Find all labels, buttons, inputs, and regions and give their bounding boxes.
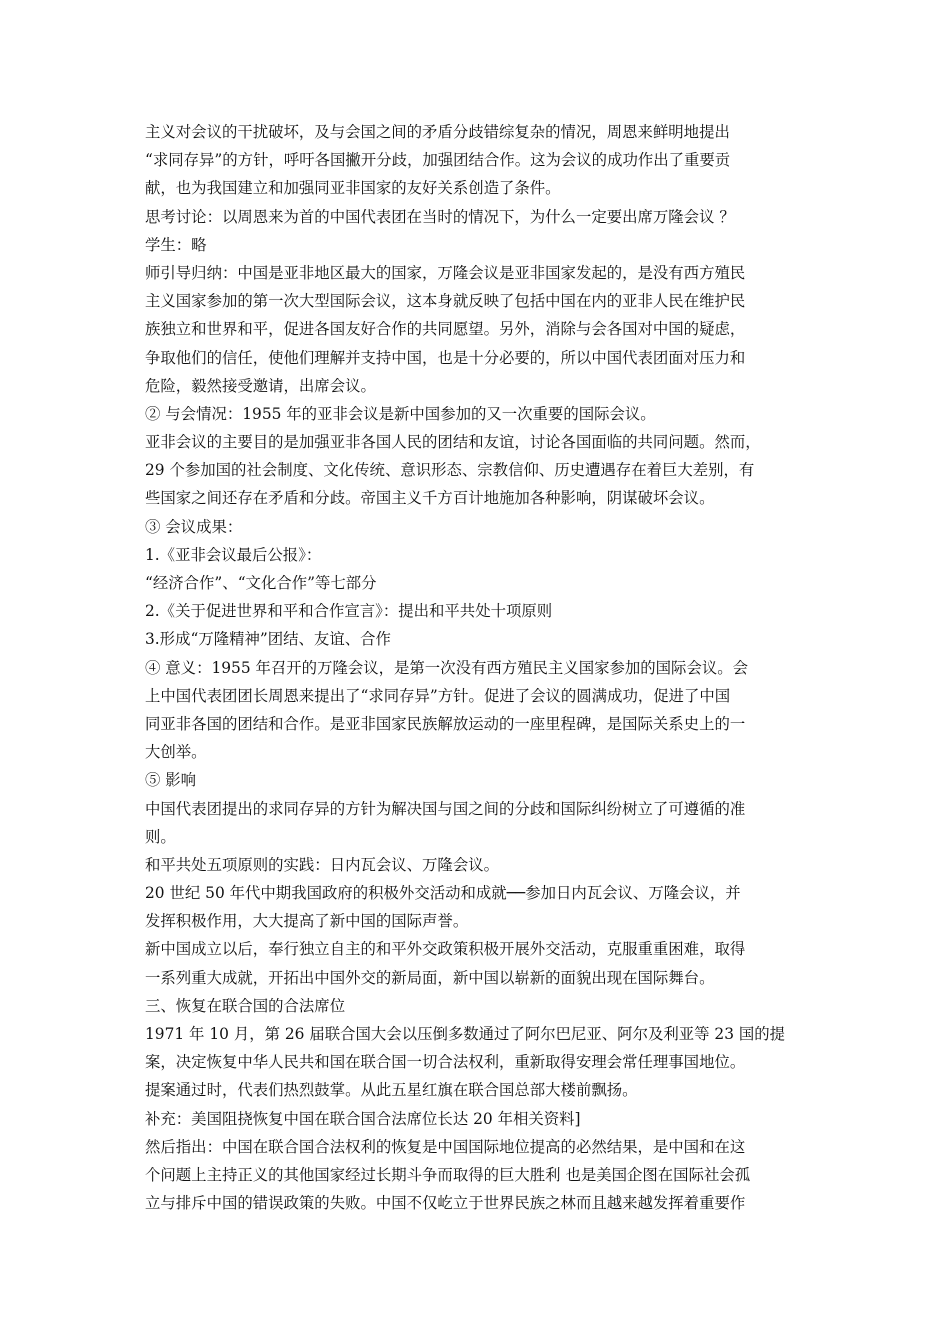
- text-line: 1.《亚非会议最后公报》：: [145, 545, 322, 564]
- text-line: 主义国家参加的第一次大型国际会议，这本身就反映了包括中国在内的亚非人民在维护民: [145, 292, 746, 311]
- text-line: ④ 意义：1955 年召开的万隆会议，是第一次没有西方殖民主义国家参加的国际会议。会: [145, 658, 749, 677]
- text-line: “求同存异”的方针，呼吁各国撇开分歧，加强团结合作。这为会议的成功作出了重要贡: [145, 151, 731, 170]
- text-line: 2.《关于促进世界和平和合作宣言》：提出和平共处十项原则: [145, 602, 553, 621]
- text-line: “经济合作”、“文化合作”等七部分: [145, 574, 377, 592]
- text-line: 主义对会议的干扰破坏，及与会国之间的矛盾分歧错综复杂的情况，周恩来鲜明地提出: [145, 123, 730, 141]
- text-line: 一系列重大成就，开拓出中国外交的新局面，新中国以崭新的面貌出现在国际舞台。: [145, 968, 715, 987]
- text-line: 发挥积极作用，大大提高了新中国的国际声誉。: [145, 912, 469, 931]
- text-line: 上中国代表团团长周恩来提出了“求同存异”方针。促进了会议的圆满成功，促进了中国: [145, 686, 731, 705]
- text-line: 1971 年 10 月，第 26 届联合国大会以压倒多数通过了阿尔巴尼亚、阿尔及利亚等 23 国的提: [145, 1025, 786, 1043]
- text-line: 案，决定恢复中华人民共和国在联合国一切合法权利，重新取得安理会常任理事国地位。: [145, 1053, 746, 1072]
- text-line: ② 与会情况：1955 年的亚非会议是新中国参加的又一次重要的国际会议。: [145, 404, 656, 423]
- text-line: 补充：美国阻挠恢复中国在联合国合法席位长达 20 年相关资料]: [145, 1109, 581, 1128]
- text-line: 献，也为我国建立和加强同亚非国家的友好关系创造了条件。: [145, 179, 561, 198]
- text-line: 族独立和世界和平，促进各国友好合作的共同愿望。另外，消除与会各国对中国的疑虑，: [145, 320, 746, 339]
- text-line: 同亚非各国的团结和合作。是亚非国家民族解放运动的一座里程碑，是国际关系史上的一: [145, 714, 746, 733]
- text-line: 新中国成立以后，奉行独立自主的和平外交政策积极开展外交活动，克服重重困难，取得: [145, 940, 746, 959]
- text-line: 立与排斥中国的错误政策的失败。中国不仅屹立于世界民族之林而且越来越发挥着重要作: [145, 1194, 746, 1213]
- text-line: 三、恢复在联合国的合法席位: [145, 996, 346, 1015]
- text-line: 提案通过时，代表们热烈鼓掌。从此五星红旗在联合国总部大楼前飘扬。: [145, 1081, 638, 1100]
- text-line: 29 个参加国的社会制度、文化传统、意识形态、宗教信仰、历史遭遇存在着巨大差别，有: [145, 461, 755, 480]
- text-line: 争取他们的信任，使他们理解并支持中国，也是十分必要的，所以中国代表团面对压力和: [145, 348, 746, 367]
- text-line: ③ 会议成果：: [145, 517, 243, 536]
- text-line: ⑤ 影响: [145, 771, 197, 790]
- text-line: 思考讨论：以周恩来为首的中国代表团在当时的情况下，为什么一定要出席万隆会议 ？: [145, 207, 735, 226]
- text-line: 则。: [145, 827, 176, 846]
- text-line: 个问题上主持正义的其他国家经过长期斗争而取得的巨大胜利 也是美国企图在国际社会孤: [145, 1165, 751, 1184]
- text-line: 亚非会议的主要目的是加强亚非各国人民的团结和友谊，讨论各国面临的共同问题。然而，: [145, 433, 761, 452]
- text-line: 大创举。: [145, 743, 207, 762]
- text-line: 和平共处五项原则的实践：日内瓦会议、万隆会议。: [145, 855, 499, 874]
- text-line: 学生：略: [145, 235, 207, 254]
- text-line: 然后指出：中国在联合国合法权利的恢复是中国国际地位提高的必然结果，是中国和在这: [145, 1137, 746, 1156]
- text-line: 中国代表团提出的求同存异的方针为解决国与国之间的分歧和国际纠纷树立了可遵循的准: [145, 799, 746, 818]
- text-line: 3.形成“万隆精神”团结、友谊、合作: [145, 630, 391, 649]
- text-line: 些国家之间还存在矛盾和分歧。帝国主义千方百计地施加各种影响，阴谋破坏会议。: [145, 489, 715, 508]
- text-line: 师引导归纳：中国是亚非地区最大的国家，万隆会议是亚非国家发起的，是没有西方殖民: [145, 263, 746, 282]
- text-line: 20 世纪 50 年代中期我国政府的积极外交活动和成就──参加日内瓦会议、万隆会议，并: [145, 884, 741, 903]
- document-body: [145, 118, 810, 1217]
- text-line: 危险，毅然接受邀请，出席会议。: [145, 376, 376, 395]
